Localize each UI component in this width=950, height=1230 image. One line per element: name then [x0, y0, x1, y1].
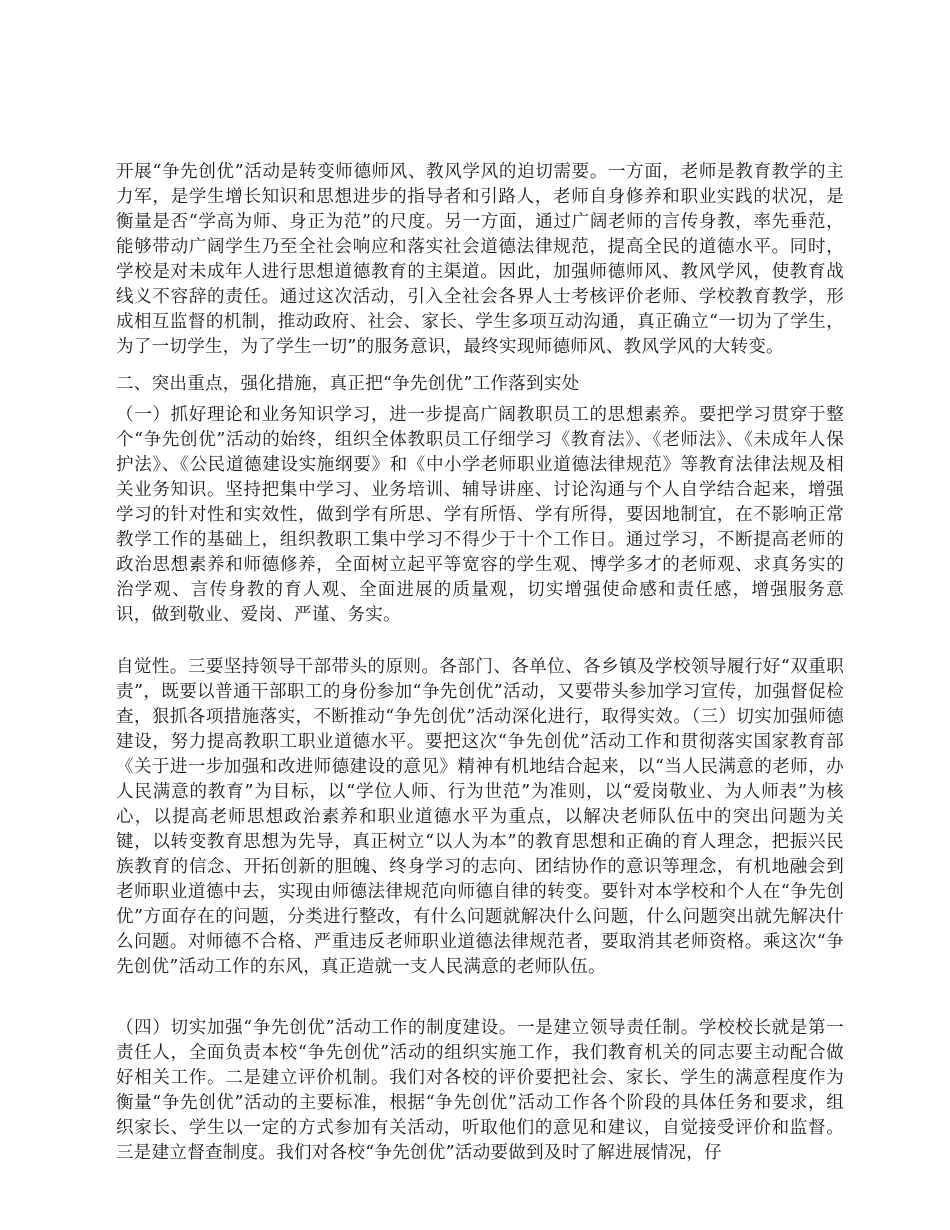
- section-heading-2: 二、突出重点，强化措施，真正把“争先创优”工作落到实处: [116, 374, 580, 394]
- paragraph-institution: （四）切实加强“争先创优”活动工作的制度建设。一是建立领导责任制。学校校长就是第一责任人，全面负责本校“争先创优”活动的组织实施工作，我们教育机关的同志要主动配合做好相关工作。二是建立评价机制。我们对各校的评价要把社会、家长、学生的满意程度作为衡量“争先创优”活动的主要标准，根据“争先创优”活动工作各个阶段的具体任务和要求，组织家长、学生以一定的方式参加有关活动，听取他们的意见和建议，自觉接受评价和监督。三是建立督查制度。我们对各校“争先创优”活动要做到及时了解进展情况，仔: [116, 1018, 844, 1163]
- paragraph-study: （一）抓好理论和业务知识学习，进一步提高广阔教职员工的思想素养。要把学习贯穿于整个“争先创优”活动的始终，组织全体教职员工仔细学习《教育法》、《老师法》、《未成年人保护法》、《公民道德建设实施纲要》和《中小学老师职业道德法律规范》等教育法律法规及相关业务知识。坚持把集中学习、业务培训、辅导讲座、讨论沟通与个人自学结合起来，增强学习的针对性和实效性，做到学有所思、学有所悟、学有所得，要因地制宜，在不影响正常教学工作的基础上，组织教职工集中学习不得少于十个工作日。通过学习，不断提高老师的政治思想素养和师德修养，全面树立起平等宽容的学生观、博学多才的老师观、求真务实的治学观、言传身教的育人观、全面进展的质量观，切实增强使命感和责任感，增强服务意识，做到敬业、爱岗、严谨、务实。: [116, 405, 844, 625]
- paragraph-significance: 开展“争先创优”活动是转变师德师风、教风学风的迫切需要。一方面，老师是教育教学的主力军，是学生增长知识和思想进步的指导者和引路人，老师自身修养和职业实践的状况，是衡量是否“学高为师、身正为范”的尺度。另一方面，通过广阔老师的言传身教，率先垂范，能够带动广阔学生乃至全社会响应和落实社会道德法律规范，提高全民的道德水平。同时，学校是对未成年人进行思想道德教育的主渠道。因此，加强师德师风、教风学风，使教育战线义不容辞的责任。通过这次活动，引入全社会各界人士考核评价老师、学校教育教学，形成相互监督的机制，推动政府、社会、家长、学生多项互动沟通，真正确立“一切为了学生，为了一切学生，为了学生一切”的服务意识，最终实现师德师风、教风学风的大转变。: [116, 162, 844, 357]
- paragraph-ethics: 自觉性。三要坚持领导干部带头的原则。各部门、各单位、各乡镇及学校领导履行好“双重职责”，既要以普通干部职工的身份参加“争先创优”活动，又要带头参加学习宣传，加强督促检查，狠抓各项措施落实，不断推动“争先创优”活动深化进行，取得实效。（三）切实加强师德建设，努力提高教职工职业道德水平。要把这次“争先创优”活动工作和贯彻落实国家教育部《关于进一步加强和改进师德建设的意见》精神有机地结合起来，以“当人民满意的老师，办人民满意的教育”为目标，以“学位人师、行为世范”为准则，以“爱岗敬业、为人师表”为核心，以提高老师思想政治素养和职业道德水平为重点，以解决老师队伍中的突出问题为关键，以转变教育思想为先导，真正树立“以人为本”的教育思想和正确的育人理念，把振兴民族教育的信念、开拓创新的胆魄、终身学习的志向、团结协作的意识等理念，有机地融会到老师职业道德中去，实现由师德法律规范向师德自律的转变。要针对本学校和个人在“争先创优”方面存在的问题，分类进行整改，有什么问题就解决什么问题，什么问题突出就先解决什么问题。对师德不合格、严重违反老师职业道德法律规范者，要取消其老师资格。乘这次“争先创优”活动工作的东风，真正造就一支人民满意的老师队伍。: [116, 657, 844, 977]
